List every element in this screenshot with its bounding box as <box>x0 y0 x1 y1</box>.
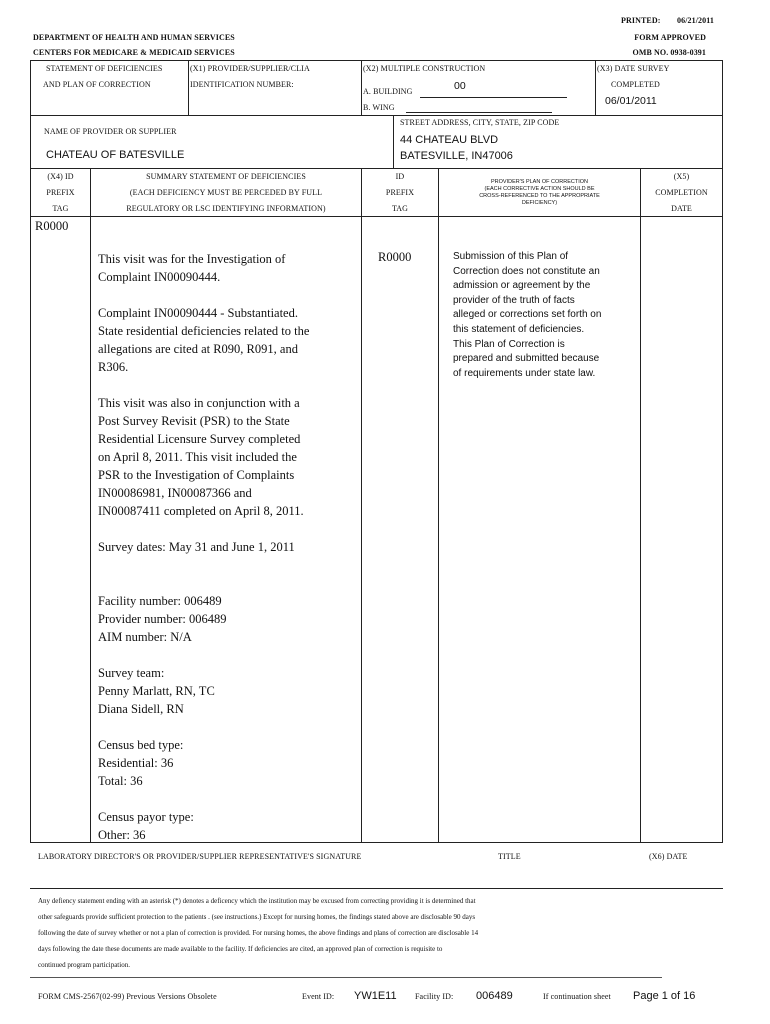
provider-name-label: NAME OF PROVIDER OR SUPPLIER <box>44 127 177 136</box>
statement-label-1: STATEMENT OF DEFICIENCIES <box>46 64 163 73</box>
provider-id-label-2: IDENTIFICATION NUMBER: <box>190 80 294 89</box>
printed-date: 06/21/2011 <box>677 16 715 25</box>
continuation-label: If continuation sheet <box>543 992 611 1001</box>
department-title: DEPARTMENT OF HEALTH AND HUMAN SERVICES <box>33 33 235 42</box>
plan-header-3: CROSS-REFERENCED TO THE APPROPRIATE <box>479 193 600 199</box>
completion-header-2: COMPLETION <box>655 188 708 197</box>
plan-header-2: (EACH CORRECTIVE ACTION SHOULD BE <box>484 186 595 192</box>
disclaimer-line-2: other safeguards provide sufficient protection to the patients . (see instructions.) Except for nursing homes, the findings stated above are disclosable 90 days <box>38 913 476 921</box>
address-line-2: BATESVILLE, IN47006 <box>400 150 513 162</box>
signature-date-label: (X6) DATE <box>649 852 688 861</box>
id-prefix-header-2: PREFIX <box>46 188 75 197</box>
completion-header-1: (X5) <box>673 172 690 181</box>
address-line-1: 44 CHATEAU BLVD <box>400 134 499 146</box>
summary-header-1: SUMMARY STATEMENT OF DEFICIENCIES <box>146 172 306 181</box>
tag-right: R0000 <box>378 250 412 264</box>
address-label: STREET ADDRESS, CITY, STATE, ZIP CODE <box>400 118 560 127</box>
date-survey-label-2: COMPLETED <box>611 80 660 89</box>
centers-title: CENTERS FOR MEDICARE & MEDICAID SERVICES <box>33 48 235 57</box>
id2-header-2: PREFIX <box>385 188 415 197</box>
plan-of-correction: Submission of this Plan of Correction does not constitute an admission or agreement by the provider of the truth of facts alleged or corrections set forth on this statement of deficiencies. This Plan of Correction is prepared and submitted because of requirements under state law. <box>453 251 602 379</box>
summary-statement: This visit was for the Investigation of Complaint IN00090444. Complaint IN00090444 - Substantiated. State residential deficiencies related to the allegations are cited at R090, R091, and R306. This visit was also in conjunction with a Post Survey Revisit (PSR) to the State Residential Licensure Survey completed on April 8, 2011. This visit included the PSR to the Investigation of Complaints IN00086981, IN00087366 and IN00087411 completed on April 8, 2011. Survey dates: May 31 and June 1, 2011 Facility number: 006489 Provider number: 006489 AIM number: N/A Survey team: Penny Marlatt, RN, TC Diana Sidell, RN Census bed type: Residential: 36 Total: 36 Census payor type: Other: 36 <box>98 252 310 842</box>
building-label: A. BUILDING <box>363 87 413 96</box>
date-survey-value: 06/01/2011 <box>605 95 657 107</box>
form-number: FORM CMS-2567(02-99) Previous Versions Obsolete <box>38 992 217 1001</box>
facility-id-label: Facility ID: <box>415 992 454 1001</box>
id-prefix-header-3: TAG <box>52 204 69 213</box>
id2-header-1: ID <box>395 172 405 181</box>
wing-label: B. WING <box>363 103 395 112</box>
completion-header-3: DATE <box>671 204 692 213</box>
footer-divider <box>30 977 662 978</box>
id2-header-3: TAG <box>391 204 409 213</box>
title-label: TITLE <box>498 852 521 861</box>
provider-id-label-1: (X1) PROVIDER/SUPPLIER/CLIA <box>190 64 310 73</box>
summary-header-3: REGULATORY OR LSC IDENTIFYING INFORMATION) <box>126 204 326 213</box>
plan-header-1: PROVIDER'S PLAN OF CORRECTION <box>490 179 588 185</box>
provider-name: CHATEAU OF BATESVILLE <box>46 149 185 161</box>
id-prefix-header-1: (X4) ID <box>47 172 74 181</box>
signature-label: LABORATORY DIRECTOR'S OR PROVIDER/SUPPLIER REPRESENTATIVE'S SIGNATURE <box>38 852 362 861</box>
disclaimer-line-1: Any defiency statement ending with an asterisk (*) denotes a deficency which the institution may be excused from correcting providing it is determined that <box>38 897 476 905</box>
printed-label: PRINTED: <box>621 16 661 25</box>
statement-label-2: AND PLAN OF CORRECTION <box>43 80 151 89</box>
disclaimer-line-3: following the date of survey whether or not a plan of correction is provided. For nursing homes, the above findings and plans of correction are disclosable 14 <box>38 929 479 937</box>
event-id-value: YW1E11 <box>354 990 397 1002</box>
omb-number: OMB NO. 0938-0391 <box>632 48 706 57</box>
page-number: Page 1 of 16 <box>633 990 696 1002</box>
tag-left: R0000 <box>35 219 69 233</box>
event-id-label: Event ID: <box>302 992 335 1001</box>
multiple-construction-label: (X2) MULTIPLE CONSTRUCTION <box>363 64 486 73</box>
summary-header-2: (EACH DEFICIENCY MUST BE PERCEDED BY FULL <box>129 188 323 197</box>
plan-header-4: DEFICIENCY) <box>521 200 558 206</box>
building-value: 00 <box>454 80 466 92</box>
form-approved: FORM APPROVED <box>634 33 706 42</box>
disclaimer-line-5: continued program participation. <box>38 961 130 969</box>
disclaimer-line-4: days following the date these documents are made available to the facility. If deficiencies are cited, an approved plan of correction is requisite to <box>38 945 443 953</box>
facility-id-value: 006489 <box>476 990 513 1002</box>
date-survey-label-1: (X3) DATE SURVEY <box>597 64 670 73</box>
